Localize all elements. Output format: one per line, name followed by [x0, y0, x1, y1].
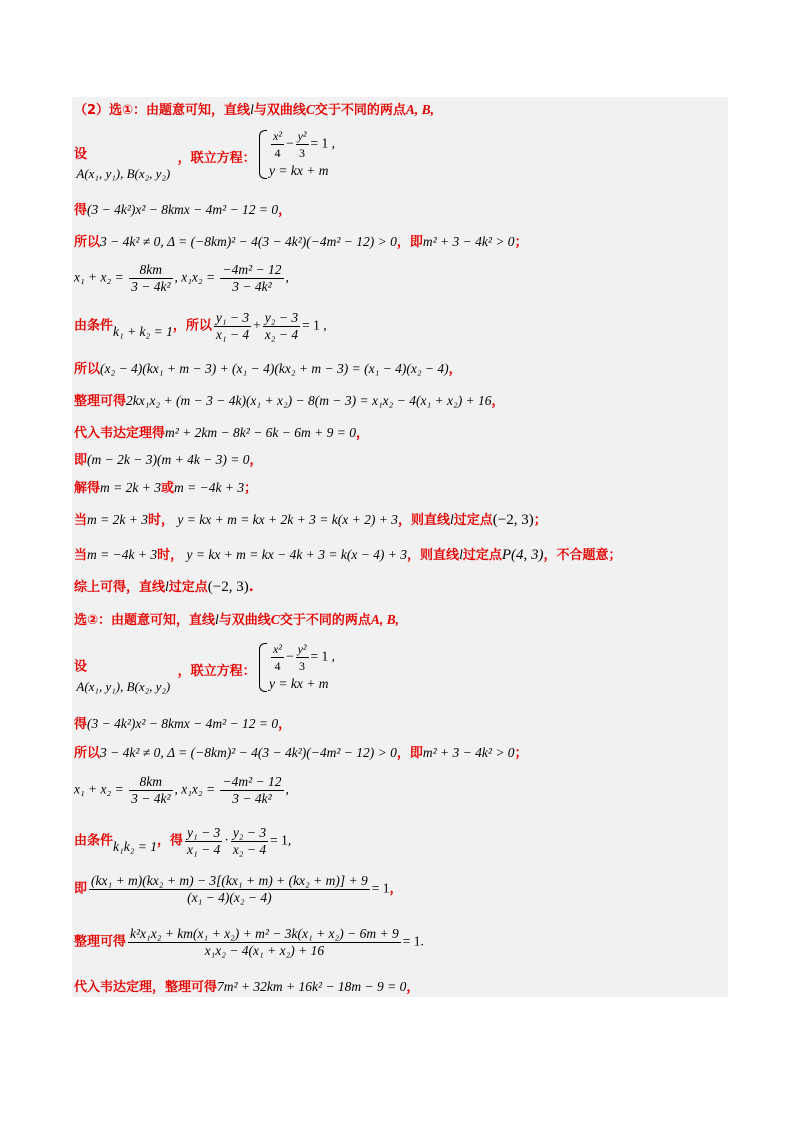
text: 选②：由题意可知，直线 [74, 613, 216, 628]
math: 7m² + 32km + 16k² − 18m − 9 = 0 [217, 979, 407, 994]
text: 得 [74, 203, 88, 218]
p1-line-11 [74, 479, 257, 498]
math: y = kx + m = kx − 4k + 3 = k(x − 4) + 3 [186, 547, 408, 562]
system-row-1 [269, 641, 335, 674]
text: ， [389, 881, 403, 897]
frac-num: k²x₁x₂ + km(x₁ + x₂) + m² − 3k(x₁ + x₂) − 6m + 9 [130, 926, 399, 941]
math-op: + [253, 317, 261, 333]
p2-line-setup [74, 641, 345, 694]
math: (3 − 4k²)x² − 8kmx − 4m² − 12 = 0 [87, 716, 279, 731]
frac-den: x₁ − 4 [215, 327, 250, 342]
math: = 1, [270, 832, 292, 848]
math-point: P(4, 3) [501, 547, 544, 563]
text: ； [533, 513, 547, 528]
text: ， [491, 394, 505, 409]
frac-den: 3 − 4k² [232, 791, 272, 806]
text: 交于不同的两点 [314, 103, 406, 118]
p1-line-intro [74, 101, 434, 120]
text: 所以 [74, 235, 101, 250]
frac-num: −4m² − 12 [222, 262, 282, 277]
brace [259, 643, 267, 692]
math-op: − [285, 135, 294, 151]
system-row-2: y = kx + m [269, 676, 329, 691]
text: ， [448, 362, 462, 377]
frac-num: x² [273, 642, 282, 656]
p2-line-5 [74, 774, 289, 807]
text: ， [406, 980, 420, 995]
text: ，则直线 [407, 548, 460, 563]
text: 过定点 [168, 580, 208, 595]
p1-line-9 [74, 424, 369, 443]
frac-num: y₁ − 3 [215, 310, 250, 325]
math-var: C [305, 102, 315, 117]
math-var: l [250, 102, 254, 117]
math-point: (−2, 3) [207, 579, 249, 595]
p1-line-13 [74, 546, 622, 565]
frac-num: y₁ − 3 [187, 825, 221, 840]
text: 过定点 [462, 548, 502, 563]
text: 时， [157, 548, 184, 563]
math: m = −4k + 3 [87, 547, 158, 562]
text: ，所以 [172, 318, 212, 334]
p1-line-7 [74, 360, 462, 379]
math-var: C [270, 612, 280, 627]
text: ，则直线 [397, 513, 450, 528]
p1-line-6 [74, 310, 327, 343]
text: 由条件 [74, 833, 114, 849]
text: 得 [74, 717, 88, 732]
text: ，即 [396, 235, 423, 250]
math: = 1 , [310, 648, 336, 664]
equation-system [259, 128, 335, 181]
p1-line-5 [74, 262, 289, 295]
math: , [285, 269, 289, 285]
p1-line-3 [74, 201, 291, 220]
text: 代入韦达定理，整理可得 [74, 980, 218, 995]
text: 交于不同的两点 [279, 613, 371, 628]
math-var: l [165, 579, 169, 594]
text: 所以 [74, 746, 101, 761]
math: = 1 , [310, 135, 336, 151]
text: ， [278, 717, 292, 732]
p1-line-4 [74, 233, 528, 252]
math: m² + 3 − 4k² > 0 [422, 745, 515, 760]
text: 与双曲线 [218, 613, 271, 628]
p2-line-9 [74, 978, 419, 997]
p2-line-6 [74, 825, 291, 858]
math: m = 2k + 3 [87, 512, 148, 527]
frac-num: y² [297, 129, 307, 143]
math: y = kx + m = kx + 2k + 3 = k(x + 2) + 3 [177, 512, 398, 527]
text: 即 [74, 881, 88, 897]
equation-system [259, 641, 335, 694]
text: 整理可得 [74, 934, 127, 950]
frac-den: 3 [299, 659, 306, 673]
math-var: l [449, 512, 454, 527]
math-points: A(x₁, y₁), B(x₂, y₂) [76, 678, 171, 694]
p2-line-3 [74, 715, 291, 734]
text: ，联立方程： [177, 150, 256, 166]
text: ，不合题意； [543, 548, 622, 563]
text: 整理可得 [74, 394, 127, 409]
math: k₁k₂ = 1 [113, 838, 157, 854]
math: m² + 3 − 4k² > 0 [422, 234, 515, 249]
p1-line-setup [74, 128, 345, 181]
frac-num: −4m² − 12 [222, 774, 282, 789]
frac-den: x₂ − 4 [264, 327, 299, 342]
system-row-1 [269, 128, 335, 161]
math: (3 − 4k²)x² − 8kmx − 4m² − 12 = 0 [87, 202, 279, 217]
math-var: A, B, [405, 102, 435, 117]
frac-den: (x₁ − 4)(x₂ − 4) [187, 890, 272, 905]
math-points: A(x₁, y₁), B(x₂, y₂) [76, 165, 171, 181]
math: m = 2k + 3 [100, 480, 161, 495]
text: ， [249, 453, 263, 468]
math: , x₁x₂ = [174, 781, 216, 797]
text: ； [514, 746, 528, 761]
math: k₁ + k₂ = 1 [113, 323, 173, 339]
text: 即 [74, 453, 88, 468]
frac-num: y₂ − 3 [232, 825, 267, 840]
text: 解得 [74, 481, 101, 496]
math: x₁ + x₂ = [74, 781, 124, 797]
p1-line-14 [74, 578, 254, 597]
p2-line-8 [74, 926, 424, 959]
math: x₁ + x₂ = [74, 269, 124, 285]
brace [259, 130, 267, 179]
frac-den: x₁x₂ − 4(x₁ + x₂) + 16 [204, 943, 325, 958]
frac-num: 8km [129, 774, 172, 791]
math: m² + 2km − 8k² − 6k − 6m + 9 = 0 [165, 425, 356, 440]
math: , x₁x₂ = [174, 269, 216, 285]
text: ， [356, 426, 370, 441]
math-var: l [459, 547, 463, 562]
math: m = −4k + 3 [174, 480, 245, 495]
text: 过定点 [453, 513, 493, 528]
math-point: (−2, 3) [492, 512, 534, 528]
p2-line-4 [74, 744, 528, 763]
p2-line-intro [74, 611, 399, 630]
math: , [285, 781, 289, 797]
frac-den: 3 [299, 146, 306, 160]
text: 与双曲线 [253, 103, 306, 118]
text: 或 [160, 481, 174, 496]
text: ，即 [396, 746, 423, 761]
math: = 1 , [302, 317, 327, 333]
text: 综上可得，直线 [74, 580, 166, 595]
math: 3 − 4k² ≠ 0, Δ = (−8km)² − 4(3 − 4k²)(−4m² − 12) > 0 [100, 234, 397, 249]
frac-num: y₂ − 3 [264, 310, 299, 325]
frac-den: 3 − 4k² [232, 279, 272, 294]
p1-line-10 [74, 451, 263, 470]
p1-line-8 [74, 392, 505, 411]
text: ， [278, 203, 292, 218]
text: ，得 [157, 833, 184, 849]
text: 设 [74, 659, 88, 675]
text: 由条件 [74, 318, 114, 334]
frac-den: 4 [274, 659, 281, 673]
text: 当 [74, 513, 88, 528]
frac-num: (kx₁ + m)(kx₂ + m) − 3[(kx₁ + m) + (kx₂ + m)] + 9 [91, 873, 368, 888]
math-var: l [215, 612, 219, 627]
p2-line-7 [74, 873, 402, 906]
frac-den: 4 [274, 146, 281, 160]
math: 2kx₁x₂ + (m − 3 − 4k)(x₁ + x₂) − 8(m − 3) = x₁x₂ − 4(x₁ + x₂) + 16 [126, 393, 492, 408]
text: ，联立方程： [177, 663, 256, 679]
math-var: A, B, [370, 612, 399, 627]
frac-den: x₁ − 4 [187, 842, 221, 857]
math: (m − 2k − 3)(m + 4k − 3) = 0 [87, 452, 250, 467]
text: ； [244, 481, 258, 496]
text: . [248, 580, 254, 595]
text: 设 [74, 146, 88, 162]
math: 3 − 4k² ≠ 0, Δ = (−8km)² − 4(3 − 4k²)(−4m² − 12) > 0 [100, 745, 397, 760]
math: = 1 [371, 880, 390, 896]
text: 所以 [74, 362, 101, 377]
text: 时， [147, 513, 174, 528]
text: 当 [74, 548, 88, 563]
frac-num: y² [297, 642, 307, 656]
math: = 1. [402, 933, 424, 949]
frac-num: 8km [129, 262, 172, 279]
text: ； [514, 235, 528, 250]
frac-den: 3 − 4k² [131, 279, 171, 294]
system-row-2: y = kx + m [269, 163, 329, 178]
math: (x₂ − 4)(kx₁ + m − 3) + (x₁ − 4)(kx₂ + m − 3) = (x₁ − 4)(x₂ − 4) [100, 361, 449, 376]
frac-den: x₂ − 4 [232, 842, 267, 857]
p1-line-12 [74, 511, 547, 530]
frac-den: 3 − 4k² [131, 791, 171, 806]
frac-num: x² [273, 129, 282, 143]
math-op: − [285, 648, 294, 664]
text: 代入韦达定理得 [74, 426, 166, 441]
math-op: · [224, 832, 229, 848]
text: （2）选①：由题意可知，直线 [74, 103, 251, 118]
